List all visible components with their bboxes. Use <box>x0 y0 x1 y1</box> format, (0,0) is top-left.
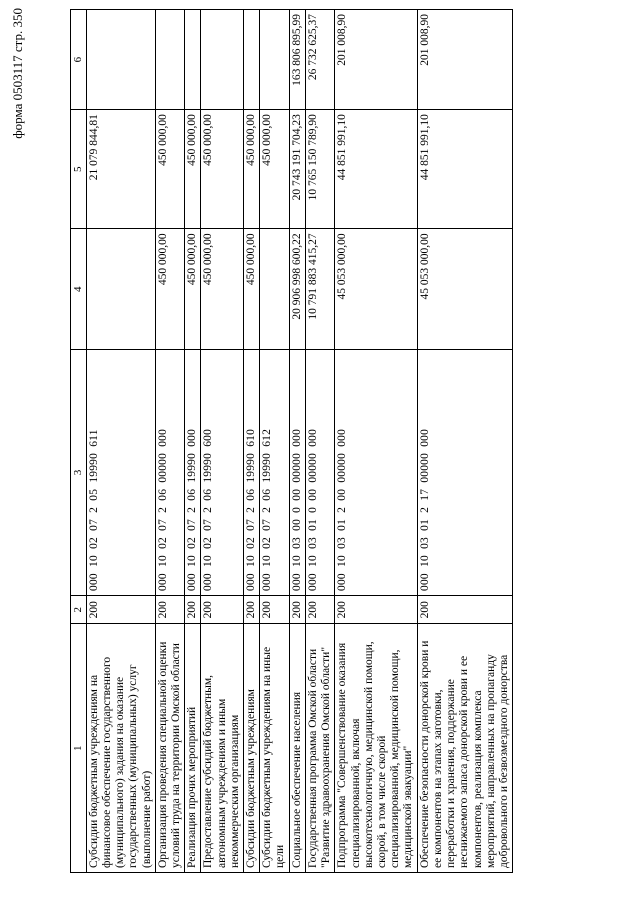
header-col-2: 2 <box>71 595 87 624</box>
row-budget-code: 000 10 02 07 2 06 00000 000 <box>155 350 184 596</box>
row-executed: 450 000,00 <box>201 110 244 229</box>
row-line-code: 200 <box>335 595 417 624</box>
row-executed: 450 000,00 <box>185 110 201 229</box>
table-row <box>335 10 417 873</box>
row-line-code: 200 <box>86 595 155 624</box>
row-executed: 10 765 150 789,90 <box>305 110 334 229</box>
row-approved: 20 906 998 600,22 <box>289 229 305 350</box>
row-unexecuted <box>185 10 201 110</box>
header-col-3: 3 <box>71 350 87 596</box>
row-budget-code: 000 10 02 07 2 06 19990 600 <box>201 350 244 596</box>
row-name: Реализация прочих мероприятий <box>185 624 201 873</box>
row-name: Обеспечение безопасности донорской крови и ее компонентов на этапах заготовки, переработки и хранения, поддержание неснижаемого запаса донорской крови и ее компонентов, реализация комплекса мероприятий, направленных на пропаганду добровольного и безвозмездного донорства <box>417 624 513 873</box>
row-unexecuted: 26 732 625,37 <box>305 10 334 110</box>
budget-table <box>70 9 513 873</box>
row-budget-code: 000 10 03 01 2 17 00000 000 <box>417 350 513 596</box>
header-col-1: 1 <box>71 624 87 873</box>
row-executed: 21 079 844,81 <box>86 110 155 229</box>
row-line-code: 200 <box>244 595 260 624</box>
row-executed: 450 000,00 <box>244 110 260 229</box>
row-name: Субсидии бюджетным учреждениям <box>244 624 260 873</box>
table-row <box>244 10 260 873</box>
row-name: Государственная программа Омской области "Развитие здравоохранения Омской области" <box>305 624 334 873</box>
row-unexecuted <box>260 10 289 110</box>
row-approved: 450 000,00 <box>201 229 244 350</box>
row-unexecuted <box>244 10 260 110</box>
row-approved: 450 000,00 <box>185 229 201 350</box>
table-row <box>305 10 334 873</box>
header-col-6: 6 <box>71 10 87 110</box>
table-row <box>201 10 244 873</box>
row-unexecuted <box>201 10 244 110</box>
row-budget-code: 000 10 02 07 2 06 19990 610 <box>244 350 260 596</box>
header-col-5: 5 <box>71 110 87 229</box>
table-row <box>260 10 289 873</box>
row-approved: 450 000,00 <box>155 229 184 350</box>
row-budget-code: 000 10 02 07 2 06 19990 000 <box>185 350 201 596</box>
row-unexecuted <box>155 10 184 110</box>
row-budget-code: 000 10 03 01 0 00 00000 000 <box>305 350 334 596</box>
row-line-code: 200 <box>201 595 244 624</box>
row-name: Субсидии бюджетным учреждениям на иные цели <box>260 624 289 873</box>
row-budget-code: 000 10 02 07 2 05 19990 611 <box>86 350 155 596</box>
row-executed: 450 000,00 <box>155 110 184 229</box>
header-col-4: 4 <box>71 229 87 350</box>
row-line-code: 200 <box>185 595 201 624</box>
row-executed: 44 851 991,10 <box>417 110 513 229</box>
row-unexecuted <box>86 10 155 110</box>
row-approved <box>86 229 155 350</box>
row-approved: 10 791 883 415,27 <box>305 229 334 350</box>
header-row <box>71 10 87 873</box>
row-name: Субсидии бюджетным учреждениям на финансовое обеспечение государственного (муниципального) задания на оказание государственных (муниципальных) услуг (выполнение работ) <box>86 624 155 873</box>
row-approved: 45 053 000,00 <box>417 229 513 350</box>
row-unexecuted: 201 008,90 <box>335 10 417 110</box>
row-executed: 44 851 991,10 <box>335 110 417 229</box>
table-row <box>289 10 305 873</box>
row-unexecuted: 201 008,90 <box>417 10 513 110</box>
table-row <box>185 10 201 873</box>
row-executed: 450 000,00 <box>260 110 289 229</box>
row-executed: 20 743 191 704,23 <box>289 110 305 229</box>
table-row <box>417 10 513 873</box>
table-row <box>155 10 184 873</box>
row-budget-code: 000 10 02 07 2 06 19990 612 <box>260 350 289 596</box>
row-line-code: 200 <box>305 595 334 624</box>
row-approved: 450 000,00 <box>244 229 260 350</box>
row-budget-code: 000 10 03 01 2 00 00000 000 <box>335 350 417 596</box>
row-line-code: 200 <box>155 595 184 624</box>
row-name: Предоставление субсидий бюджетным, автономным учреждениям и иным некоммерческим организациям <box>201 624 244 873</box>
row-unexecuted: 163 806 895,99 <box>289 10 305 110</box>
row-approved <box>260 229 289 350</box>
row-line-code: 200 <box>417 595 513 624</box>
row-line-code: 200 <box>289 595 305 624</box>
table-row <box>86 10 155 873</box>
row-name: Организация проведения специальной оценки условий труда на территории Омской области <box>155 624 184 873</box>
row-approved: 45 053 000,00 <box>335 229 417 350</box>
row-name: Подпрограмма "Совершенствование оказания специализированной, включая высокотехнологичную, медицинской помощи, скорой, в том числе скорой специализированной, медицинской помощи, медицинской эвакуации" <box>335 624 417 873</box>
form-label: форма 0503117 стр. 350 <box>10 8 25 139</box>
row-name: Социальное обеспечение населения <box>289 624 305 873</box>
row-budget-code: 000 10 03 00 0 00 00000 000 <box>289 350 305 596</box>
row-line-code: 200 <box>260 595 289 624</box>
